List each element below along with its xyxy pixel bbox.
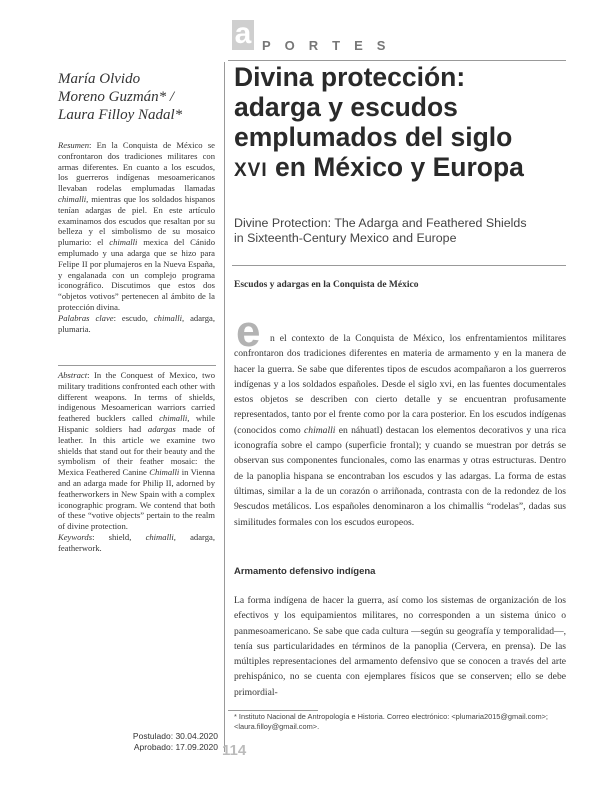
paragraph: La forma indígena de hacer la guerra, así como los sistemas de organización de los efectivos y los equipamientos militares, no corresponden a un sistema único o panmesoamericano. Se sabe que cada cultura —según su geografía y temporalidad—, tenía sus particularidades en términos de la panoplia (Cervera, en prensa). De las múltiples representaciones del armamento defensivo que se conocen a través del arte prehispánico, no se cuenta con ejemplares físicos que se conserven; ello se debe primordial- xyxy=(234,595,566,698)
paragraph-em: chimalli xyxy=(304,424,336,436)
keywords-es-label: Palabras clave xyxy=(58,312,114,323)
abstract-es-text: : En la Conquista de México se confrontaron dos tradiciones militares con armas diferentes. En cuanto a los escudos, los guerreros indígenas mesoamericanos llevaban rodelas emplumadas llamadas xyxy=(58,140,215,194)
keywords-en-em: chimalli xyxy=(145,531,174,542)
drop-cap-letter: e xyxy=(236,314,261,350)
section-letter-badge: a xyxy=(232,20,254,50)
abstract-en-text: made of leather. In this article we examine two shields that stand out for their beauty and the symbolism of their feather mosaic: the Mexica Feathered Canine xyxy=(58,423,215,478)
article-subtitle xyxy=(234,216,566,246)
author-line-3: Laura Filloy Nadal* xyxy=(58,107,183,123)
abstract-es-em: chimalli xyxy=(58,193,87,204)
subtitle-line: in Sixteenth-Century Mexico and Europe xyxy=(234,231,457,245)
abstract-es-em: chimalli xyxy=(109,237,138,248)
title-line-rest: en México y Europa xyxy=(267,152,524,182)
submission-dates xyxy=(100,731,218,753)
abstract-es xyxy=(58,140,215,334)
title-rule xyxy=(232,265,566,266)
date-posted: Postulado: 30.04.2020 xyxy=(132,731,218,741)
paragraph-text: en náhuatl) destacan los elementos decorativos y una rica iconografía sobre el campo (superficie frontal); y cuando se muestran por detrás se observan sus componentes funcionales, como las enarmas y otras estructuras. Dentro de la panoplia hispana se encontraban los escudos y las adargas. La forma de estas últimas, similar a la de un corazón o arriñonada, contrasta con de la redondez de los 9escudos metálicos. Los españoles denominaron a los chimallis “rodelas”, dadas sus similitudes formales con los escudos europeos. xyxy=(234,424,566,528)
abstract-es-text: , mientras que los soldados hispanos tenían adargas de piel. En este artículo examinamos dos escudos que resaltan por su belleza y el simbolismo de su mosaico plumario: el xyxy=(58,193,215,248)
keywords-es-em: chimalli xyxy=(153,312,183,323)
keywords-en-text: : shield, xyxy=(92,531,146,542)
abstract-en-label: Abstract xyxy=(58,370,88,380)
header-rule xyxy=(228,60,566,61)
article-title xyxy=(234,62,564,186)
column-divider xyxy=(224,62,225,752)
abstract-en-em: adargas xyxy=(147,423,176,434)
authors xyxy=(58,70,218,124)
abstract-en xyxy=(58,370,215,554)
author-line-1: María Olvido xyxy=(58,71,141,87)
page-number: 114 xyxy=(222,742,247,759)
abstract-en-text: , while Hispanic soldiers had xyxy=(58,413,216,434)
title-line: emplumados del siglo xyxy=(234,122,513,152)
keywords-en-label: Keywords xyxy=(58,531,93,542)
title-line: adarga y escudos xyxy=(234,92,458,122)
title-line xyxy=(234,152,564,186)
section-heading: Armamento defensivo indígena xyxy=(234,566,376,577)
keywords-es-text: , adarga, plumaria. xyxy=(58,312,215,334)
paragraph-text: n el contexto de la Conquista de México, los enfrentamientos militares confrontaron dos tradiciones diferentes en materia de armamento y en la manera de hacer la guerra. Se sabe que diferentes tipos de escudos acompañaron a los guerreros indígenas y a los soldados españoles. Desde el siglo xvi, en las fuentes documentales estos objetos se describen con cierto detalle y se encuentran profusamente representados, tanto por el frente como por la cara posterior. En los escudos indígenas (conocidos como xyxy=(234,333,566,436)
abstract-es-label: Resumen xyxy=(58,140,90,150)
abstract-en-em: chimalli xyxy=(159,413,188,424)
abstract-en-text: in Vienna and an adarga made for Philip II, adorned by featherworkers in New Spain with a complex iconographic program. We contend that both of these “votive objects” pertain to the realm of divine protection. xyxy=(58,467,215,532)
author-line-2: Moreno Guzmán* / xyxy=(58,89,175,105)
abstract-en-em: Chimalli xyxy=(149,467,180,478)
footnote: * Instituto Nacional de Antropología e Historia. Correo electrónico: <plumaria2015@gmail.com>; <laura.filloy@gmail.com>. xyxy=(234,712,548,731)
title-line: Divina protección: xyxy=(234,62,466,92)
paragraph xyxy=(234,331,566,530)
abstract-separator xyxy=(58,365,216,366)
title-century: XVI xyxy=(234,160,268,181)
abstract-es-text: mexica del Cánido emplumado y una adarga que se hizo para Felipe II por plumajeros en la Nueva España, y engalanada con un complejo programa iconográfico. Discutimos que estos dos “objetos votivos” pertenecen al ámbito de la protección divina. xyxy=(58,237,215,312)
keywords-es-text: : escudo, xyxy=(113,312,154,323)
date-approved: Aprobado: 17.09.2020 xyxy=(133,742,218,752)
section-header-word: PORTES xyxy=(262,38,400,53)
footnote-rule xyxy=(228,710,318,711)
section-heading: Escudos y adargas en la Conquista de México xyxy=(234,280,419,290)
keywords-en-text: , adarga, featherwork. xyxy=(58,531,215,553)
subtitle-line: Divine Protection: The Adarga and Feathered Shields xyxy=(234,216,527,230)
abstract-en-text: : In the Conquest of Mexico, two military traditions confronted each other with different weapons. In terms of shields, indigenous Mesoamerican warriors carried feathered bucklers called xyxy=(58,370,215,424)
